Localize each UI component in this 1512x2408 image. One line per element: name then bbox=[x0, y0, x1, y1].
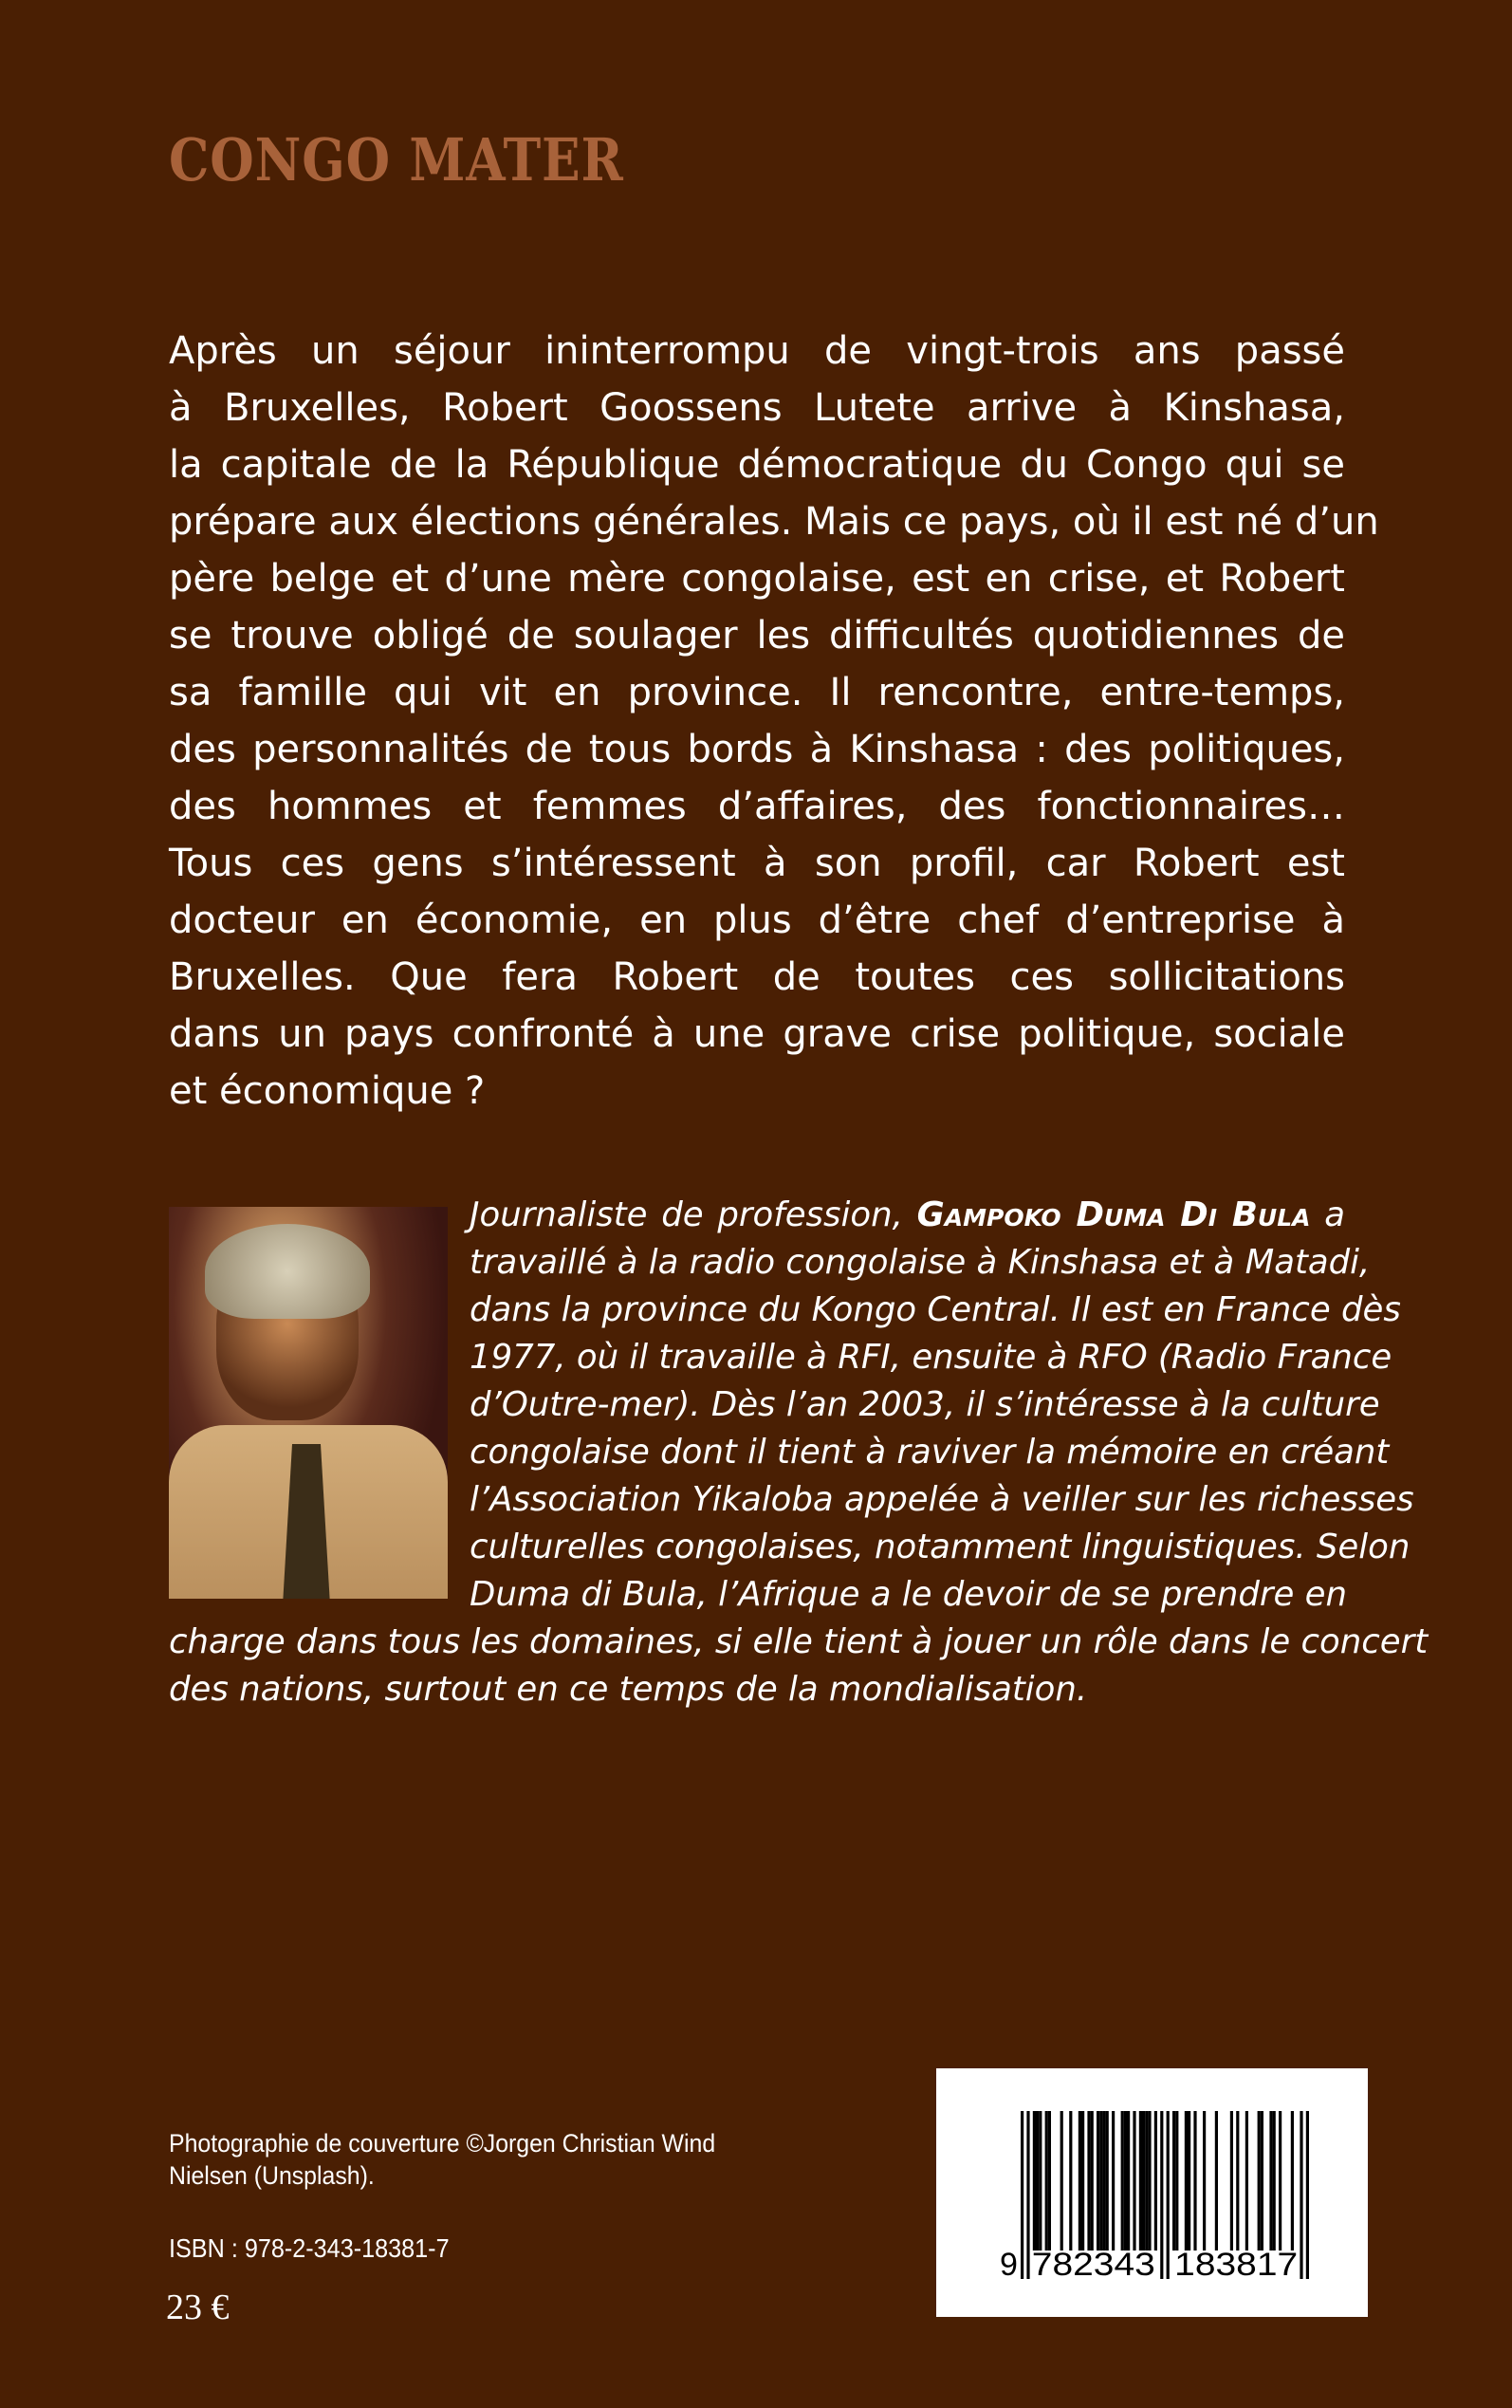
credit-line: Nielsen (Unsplash). bbox=[169, 2161, 375, 2190]
barcode-bar bbox=[1048, 2111, 1051, 2251]
summary-line: Tous ces gens s’intéressent à son profil, car Robert est bbox=[169, 842, 1345, 885]
isbn: ISBN : 978-2-343-18381-7 bbox=[169, 2233, 450, 2263]
barcode-bar bbox=[1060, 2111, 1063, 2251]
barcode-bar bbox=[1236, 2111, 1239, 2251]
barcode-bar bbox=[1145, 2111, 1148, 2251]
barcode-bar bbox=[1154, 2111, 1157, 2251]
barcode-bar bbox=[1148, 2111, 1151, 2251]
barcode-bar bbox=[1175, 2111, 1178, 2251]
barcode-bar bbox=[1300, 2111, 1302, 2279]
summary-line: se trouve obligé de soulager les difficultés quotidiennes de bbox=[169, 614, 1345, 658]
author-bio bbox=[169, 1192, 1429, 1713]
barcode-bar bbox=[1036, 2111, 1039, 2251]
barcode-bar bbox=[1127, 2111, 1130, 2251]
barcode-bar bbox=[1039, 2111, 1042, 2251]
barcode-digits: 183817 bbox=[1174, 2247, 1299, 2283]
bio-line: 1977, où il travaille à RFI, ensuite à RFO (Radio France bbox=[470, 1338, 1392, 1377]
bio-line: travaillé à la radio congolaise à Kinshasa et à Matadi, bbox=[470, 1243, 1371, 1282]
barcode-bar bbox=[1185, 2111, 1188, 2251]
barcode-bar bbox=[1258, 2111, 1261, 2251]
barcode-bar bbox=[1160, 2111, 1163, 2279]
bio-line: congolaise dont il tient à raviver la mémoire en créant bbox=[470, 1433, 1390, 1472]
credit-line: Photographie de couverture ©Jorgen Christian Wind bbox=[169, 2129, 716, 2158]
bio-line: Journaliste de profession, Gampoko Duma Di Bula a bbox=[470, 1195, 1345, 1234]
barcode-bar bbox=[1133, 2111, 1135, 2251]
barcode-bar bbox=[1121, 2111, 1124, 2251]
barcode-bar bbox=[1099, 2111, 1102, 2251]
barcode-bar bbox=[1230, 2111, 1233, 2251]
barcode-bar bbox=[1087, 2111, 1090, 2251]
bio-line: l’Association Yikaloba appelée à veiller sur les richesses bbox=[470, 1480, 1414, 1519]
barcode-bar bbox=[1124, 2111, 1127, 2251]
summary-line: des personnalités de tous bords à Kinshasa : des politiques, bbox=[169, 728, 1345, 771]
barcode bbox=[936, 2068, 1368, 2317]
barcode-bar bbox=[1106, 2111, 1109, 2251]
barcode-digits: 782343 bbox=[1031, 2247, 1155, 2283]
bio-line: culturelles congolaises, notamment linguistiques. Selon bbox=[470, 1528, 1411, 1566]
author-name: Gampoko Duma Di Bula bbox=[916, 1195, 1311, 1234]
barcode-bar bbox=[1069, 2111, 1072, 2251]
barcode-bar bbox=[1033, 2111, 1036, 2251]
barcode-bar bbox=[1215, 2111, 1218, 2251]
barcode-bar bbox=[1306, 2111, 1309, 2279]
summary-line: Après un séjour ininterrompu de vingt-trois ans passé bbox=[169, 329, 1345, 373]
summary-line: la capitale de la République démocratique du Congo qui se bbox=[169, 443, 1345, 487]
barcode-bar bbox=[1203, 2111, 1206, 2251]
barcode-bar bbox=[1188, 2111, 1190, 2251]
barcode-bar bbox=[1269, 2111, 1272, 2251]
summary-line: à Bruxelles, Robert Goossens Lutete arrive à Kinshasa, bbox=[169, 386, 1345, 430]
barcode-bar bbox=[1172, 2111, 1175, 2251]
price: 23 € bbox=[166, 2288, 230, 2327]
barcode-bar bbox=[1291, 2111, 1294, 2251]
summary-line: Bruxelles. Que fera Robert de toutes ces sollicitations bbox=[169, 955, 1345, 999]
summary-line: sa famille qui vit en province. Il rencontre, entre-temps, bbox=[169, 671, 1345, 714]
bio-line: charge dans tous les domaines, si elle tient à jouer un rôle dans le concert bbox=[169, 1622, 1429, 1661]
summary-line: et économique ? bbox=[169, 1069, 486, 1113]
summary-line: dans un pays confronté à une grave crise politique, sociale bbox=[169, 1012, 1345, 1056]
barcode-bar bbox=[1273, 2111, 1276, 2251]
bio-line: des nations, surtout en ce temps de la mondialisation. bbox=[169, 1670, 1088, 1709]
barcode-bar bbox=[1112, 2111, 1115, 2251]
barcode-bar bbox=[1139, 2111, 1142, 2251]
book-title: CONGO MATER bbox=[169, 125, 624, 194]
barcode-bar bbox=[1193, 2111, 1196, 2251]
barcode-bar bbox=[1045, 2111, 1048, 2251]
barcode-graphic bbox=[936, 2068, 1368, 2317]
bio-line: dans la province du Kongo Central. Il est en France dès bbox=[470, 1290, 1401, 1329]
summary-line: des hommes et femmes d’affaires, des fonctionnaires… bbox=[169, 785, 1345, 828]
barcode-bar bbox=[1091, 2111, 1094, 2251]
barcode-bar bbox=[1102, 2111, 1105, 2251]
barcode-bar bbox=[1261, 2111, 1263, 2251]
barcode-bar bbox=[1279, 2111, 1282, 2251]
summary-line: père belge et d’une mère congolaise, est en crise, et Robert bbox=[169, 557, 1345, 601]
photo-credit bbox=[169, 2127, 715, 2192]
barcode-bar bbox=[1021, 2111, 1023, 2279]
barcode-bar bbox=[1097, 2111, 1099, 2251]
summary-line: docteur en économie, en plus d’être chef d’entreprise à bbox=[169, 898, 1345, 942]
barcode-bar bbox=[1081, 2111, 1084, 2251]
barcode-bar bbox=[1026, 2111, 1029, 2279]
book-summary bbox=[169, 323, 1379, 1120]
barcode-digits: 9 bbox=[1000, 2247, 1018, 2283]
bio-line: d’Outre-mer). Dès l’an 2003, il s’intéresse à la culture bbox=[470, 1385, 1380, 1424]
barcode-bar bbox=[1245, 2111, 1248, 2251]
summary-line: prépare aux élections générales. Mais ce pays, où il est né d’un bbox=[169, 500, 1379, 544]
bio-line: Duma di Bula, l’Afrique a le devoir de se prendre en bbox=[470, 1575, 1347, 1614]
barcode-bar bbox=[1079, 2111, 1081, 2251]
barcode-bar bbox=[1142, 2111, 1145, 2251]
barcode-bar bbox=[1167, 2111, 1170, 2279]
